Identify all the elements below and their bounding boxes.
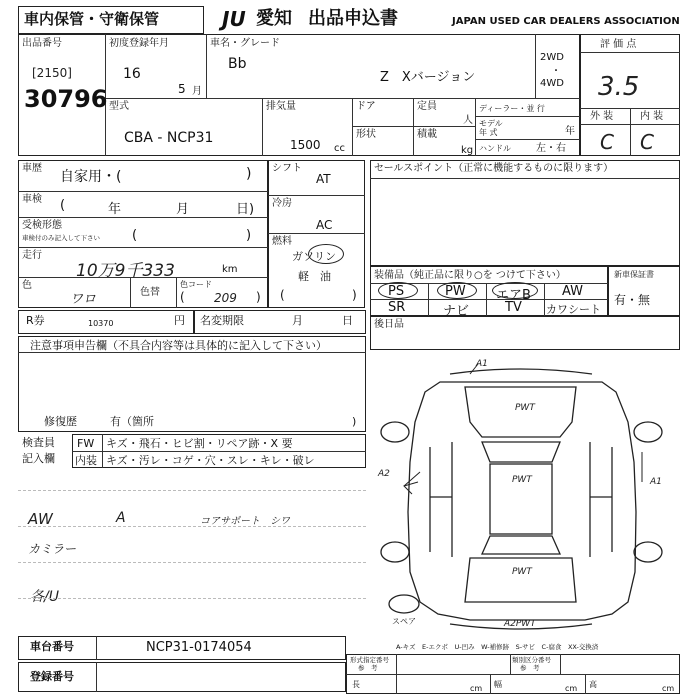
handle-label: ハンドル [479, 144, 511, 153]
fuel-open: ( [280, 288, 285, 302]
month-unit: 月 [192, 86, 202, 97]
history-value: 自家用・( [60, 169, 122, 185]
notes-label: 注意事項申告欄（不具合内容等は具体的に記入して下さい） [30, 339, 327, 352]
mark-hood-a1: A1 [476, 359, 488, 369]
displacement-label: 排気量 [266, 101, 296, 112]
damage-legend: A-キズ E-エクボ U-凹み W-補修跡 S-サビ C-腐食 XX-交換済 [396, 643, 599, 651]
inspection-form-label: 受検形態 [22, 220, 62, 231]
spare-tire [389, 595, 419, 613]
fw-text: キズ・飛石・ヒビ割・リペア跡・X 要 [106, 437, 293, 450]
aircon-value: AC [316, 218, 333, 232]
class-spec-sub: 参 考 [520, 664, 540, 672]
inspector-label-2: 記入欄 [22, 452, 55, 465]
repair-history-close: ) [352, 415, 357, 428]
car-rear-window [482, 536, 560, 554]
equip-airbag-circle [492, 282, 538, 299]
equip-ps: PS [388, 284, 405, 299]
fw-label: FW [77, 437, 95, 450]
car-name-label: 車名・グレード [210, 38, 280, 49]
new-warranty-value: 有・無 [614, 293, 651, 307]
interior-insp-label: 内装 [75, 454, 97, 467]
history-label: 車歴 [22, 163, 42, 174]
name-change-day: 日 [342, 314, 353, 327]
equip-sr: SR [388, 300, 406, 315]
first-registration-label: 初度登録年月 [109, 38, 169, 49]
header-association: JAPAN USED CAR DEALERS ASSOCIATION [452, 16, 680, 27]
wheel-front-right [634, 422, 662, 442]
color-change-label: 色替 [140, 287, 160, 298]
mark-rear-a2pwt: A2PWT [504, 619, 536, 629]
color-label: 色 [22, 280, 32, 291]
width-unit: cm [565, 684, 578, 693]
lot-number-label: 出品番号 [22, 38, 62, 49]
car-left-profile [408, 382, 636, 620]
shift-label: シフト [272, 163, 302, 174]
fuel-gasoline-circle [308, 244, 344, 264]
mark-left-a2: A2 [378, 469, 390, 479]
capacity-label: 定員 [417, 101, 437, 112]
repair-history-label: 修復歴 [44, 415, 77, 428]
sales-point-box [370, 160, 680, 266]
post-equipment-label: 後日品 [374, 319, 404, 330]
equip-leather-seat: カワシート [546, 303, 601, 316]
repair-history-value: 有（箇所 [110, 415, 154, 428]
history-close: ) [246, 166, 252, 182]
equip-navi: ナビ [443, 304, 470, 319]
car-damage-diagram [370, 352, 680, 644]
equip-airbag: エアB [496, 288, 531, 303]
lot-number: 30796 [24, 85, 108, 113]
equipment-label: 装備品（純正品に限り○を つけて下さい） [374, 270, 566, 281]
inspection-form-note: 車検付のみ記入して下さい [22, 234, 100, 242]
color-code-label: 色コード [180, 280, 212, 289]
model-year-label-2: 年 式 [479, 128, 498, 137]
mileage-label: 走行 [22, 250, 42, 261]
ju-logo: JU [222, 7, 246, 31]
shaken-open: ( [60, 198, 66, 213]
recycle-unit: 円 [174, 314, 185, 327]
shaken-year: 年 [108, 202, 122, 217]
rating-label: 評 価 点 [600, 39, 637, 50]
plate-label: 登録番号 [30, 670, 74, 683]
header-title-left: 愛知 [256, 8, 292, 29]
post-equipment-box [370, 316, 680, 350]
header-title-main: 出品申込書 [308, 8, 398, 29]
length-unit: cm [470, 684, 483, 693]
shape-label: 形状 [356, 129, 376, 140]
load-label: 積載 [417, 129, 437, 140]
new-warranty-label: 新車保証書 [614, 270, 654, 279]
color-value: ワロ [70, 292, 97, 307]
car-name: Bb [228, 56, 247, 72]
equip-pw: PW [445, 284, 466, 299]
mileage-unit: km [222, 264, 238, 275]
mark-hood-pwt: PWT [515, 403, 535, 413]
note-mirror: カミラー [28, 542, 77, 556]
color-code-open: ( [180, 290, 185, 304]
interior-label: 内 装 [640, 111, 664, 122]
shift-value: AT [316, 172, 331, 186]
lot-small-number: [2150] [32, 66, 72, 80]
inspection-form-close: ) [246, 228, 252, 243]
drive-separator: ・ [551, 66, 561, 77]
inspection-form-open: ( [132, 228, 138, 243]
model-year-label: モデル [479, 119, 503, 128]
fuel-close: ) [352, 288, 357, 302]
note-alu: 各/U [30, 589, 59, 605]
car-trunk [465, 558, 576, 602]
shaken-day: 日) [236, 202, 255, 217]
shaken-month: 月 [176, 202, 190, 217]
fuel-diesel: 軽 油 [298, 270, 331, 283]
name-change-label: 名変期限 [200, 314, 244, 327]
inspector-label-1: 検査員 [22, 436, 55, 449]
interior-insp-text: キズ・汚レ・コゲ・穴・スレ・キレ・破レ [106, 454, 315, 467]
width-label: 幅 [494, 680, 502, 689]
color-code-close: ) [256, 290, 261, 304]
model-code: CBA - NCP31 [124, 130, 214, 146]
capacity-unit: 人 [463, 115, 473, 126]
type-spec-sub: 参 考 [358, 664, 378, 672]
mileage-value: 10万9千333 [76, 261, 175, 281]
car-grade: Z Xバージョン [380, 70, 476, 85]
note-a: A [116, 510, 126, 526]
mark-roof-pwt: PWT [512, 475, 532, 485]
type-spec-label: 形式指定番号 [350, 656, 389, 664]
shaken-label: 車検 [22, 194, 42, 205]
height-unit: cm [662, 684, 675, 693]
equip-ps-circle [378, 282, 418, 299]
dealer-label: ディーラー・並 行 [479, 104, 545, 113]
drive-4wd: 4WD [540, 78, 564, 89]
aircon-label: 冷房 [272, 198, 292, 209]
displacement-unit: cc [334, 143, 345, 154]
car-windshield [482, 442, 560, 462]
recycle-label: R券 [26, 314, 45, 327]
height-label: 高 [589, 680, 597, 689]
fuel-label: 燃料 [272, 236, 292, 247]
recycle-value: 10370 [88, 319, 114, 328]
chassis-label: 車台番号 [30, 640, 74, 653]
equip-aw: AW [562, 284, 584, 299]
registration-month: 5 [178, 82, 186, 96]
note-aw: AW [28, 510, 53, 528]
class-spec-label: 類別区分番号 [512, 656, 551, 664]
mark-right-a1: A1 [650, 477, 662, 487]
storage-label: 車内保管・守衛保管 [24, 10, 160, 28]
registration-year: 16 [123, 66, 141, 82]
handle-value: 左・右 [536, 143, 566, 154]
load-unit: kg [461, 145, 474, 156]
length-label: 長 [352, 680, 360, 689]
wheel-rear-left [381, 542, 409, 562]
exterior-label: 外 装 [590, 111, 614, 122]
equip-tv: TV [505, 300, 522, 315]
model-label: 型式 [109, 101, 129, 112]
name-change-month: 月 [292, 314, 303, 327]
chassis-number: NCP31-0174054 [146, 640, 252, 655]
spare-label: スペア [392, 617, 416, 626]
interior-grade: C [640, 130, 654, 154]
equip-pw-circle [437, 282, 477, 299]
note-core-support: コアサポート シワ [200, 516, 290, 527]
sales-point-label: セールスポイント（正常に機能するものに限ります） [374, 163, 614, 174]
door-label: ドア [356, 101, 376, 112]
year-unit: 年 [565, 126, 575, 137]
wheel-front-left [381, 422, 409, 442]
fuel-gasoline: ガソリン [292, 250, 336, 263]
exterior-grade: C [600, 130, 614, 154]
wheel-rear-right [634, 542, 662, 562]
mark-trunk-pwt: PWT [512, 567, 532, 577]
color-code: 209 [214, 291, 237, 305]
displacement-value: 1500 [290, 138, 321, 152]
drive-2wd: 2WD [540, 52, 564, 63]
rating-value: 3.5 [598, 72, 640, 102]
